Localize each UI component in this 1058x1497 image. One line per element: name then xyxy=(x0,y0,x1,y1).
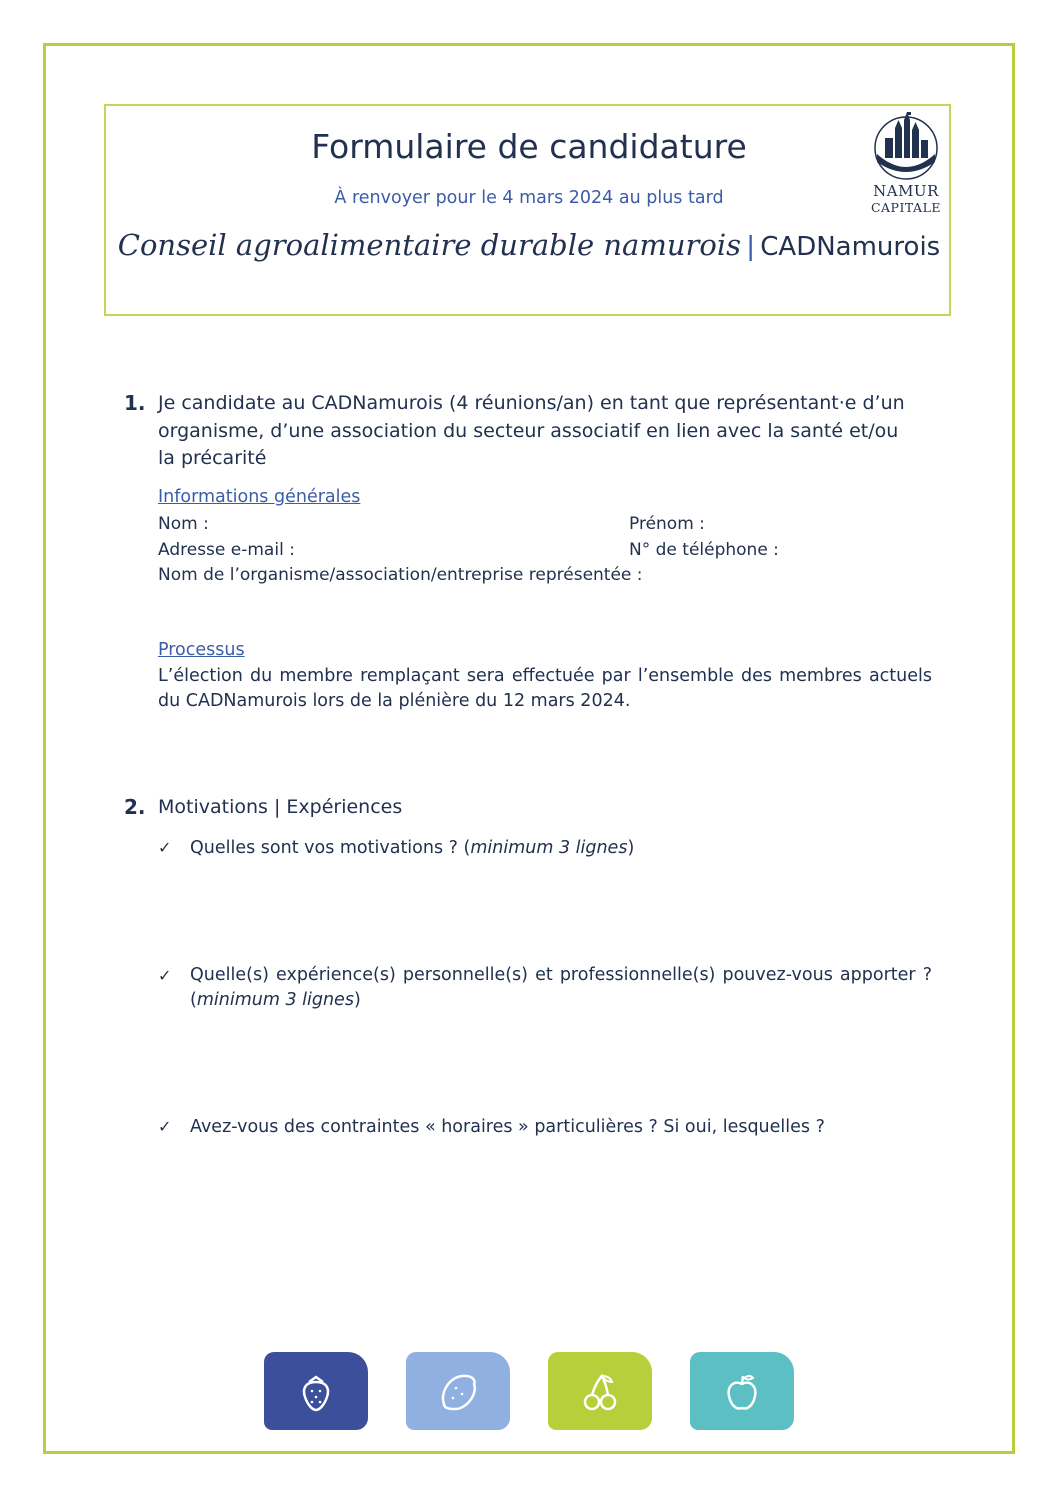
check-icon: ✓ xyxy=(158,838,172,857)
prenom-label: Prénom : xyxy=(629,514,705,534)
question-text: Quelles sont vos motivations ? ( xyxy=(190,838,471,858)
process-heading: Processus xyxy=(158,640,245,660)
question-hint: minimum 3 lignes xyxy=(196,990,354,1010)
council-name: Conseil agroalimentaire durable namurois xyxy=(117,228,741,262)
tile-strawberry xyxy=(264,1352,368,1430)
email-label: Adresse e-mail : xyxy=(158,540,295,560)
question-end: ) xyxy=(627,838,635,858)
check-icon: ✓ xyxy=(158,966,172,985)
organisme-label: Nom de l’organisme/association/entreprise représentée : xyxy=(158,565,643,585)
section-2-title: Motivations | Expériences xyxy=(158,796,403,818)
apple-icon xyxy=(720,1370,764,1414)
tile-apple xyxy=(690,1352,794,1430)
question-text: Quelle(s) expérience(s) personnelle(s) et professionnelle(s) pouvez-vous apporter ? ( xyxy=(190,965,932,1010)
section-1-title: Je candidate au CADNamurois (4 réunions/an) en tant que représentant·e d’un organisme, d’une association du secteur associatif en lien avec la santé et/ou la précarité xyxy=(158,392,905,469)
general-info-heading: Informations générales xyxy=(158,487,361,507)
strawberry-icon xyxy=(294,1370,338,1414)
council-heading xyxy=(0,228,1058,262)
logo-line-1: NAMUR xyxy=(873,182,939,200)
council-separator: | xyxy=(746,230,755,261)
cherries-icon xyxy=(578,1370,622,1414)
tile-lemon xyxy=(406,1352,510,1430)
deadline-text: À renvoyer pour le 4 mars 2024 au plus tard xyxy=(334,188,724,208)
form-title: Formulaire de candidature xyxy=(311,127,747,166)
question-motivations xyxy=(190,836,932,861)
lemon-icon xyxy=(436,1370,480,1414)
city-towers-icon xyxy=(871,110,941,180)
question-contraintes xyxy=(190,1115,932,1140)
process-text: L’élection du membre remplaçant sera effectuée par l’ensemble des membres actuels du CADNamurois lors de la plénière du 12 mars 2024. xyxy=(158,666,932,711)
logo-line-2: CAPITALE xyxy=(870,200,942,215)
question-experiences xyxy=(190,963,932,1013)
telephone-label: N° de téléphone : xyxy=(629,540,779,560)
tile-cherries xyxy=(548,1352,652,1430)
question-hint: minimum 3 lignes xyxy=(470,838,628,858)
question-end: ) xyxy=(353,990,361,1010)
section-2-number: 2. xyxy=(124,795,146,819)
nom-label: Nom : xyxy=(158,514,209,534)
section-1-number: 1. xyxy=(124,391,146,415)
council-short-name: CADNamurois xyxy=(760,232,941,262)
question-text: Avez-vous des contraintes « horaires » particulières ? Si oui, lesquelles ? xyxy=(190,1117,825,1137)
check-icon: ✓ xyxy=(158,1117,172,1136)
namur-capitale-logo xyxy=(866,110,946,222)
